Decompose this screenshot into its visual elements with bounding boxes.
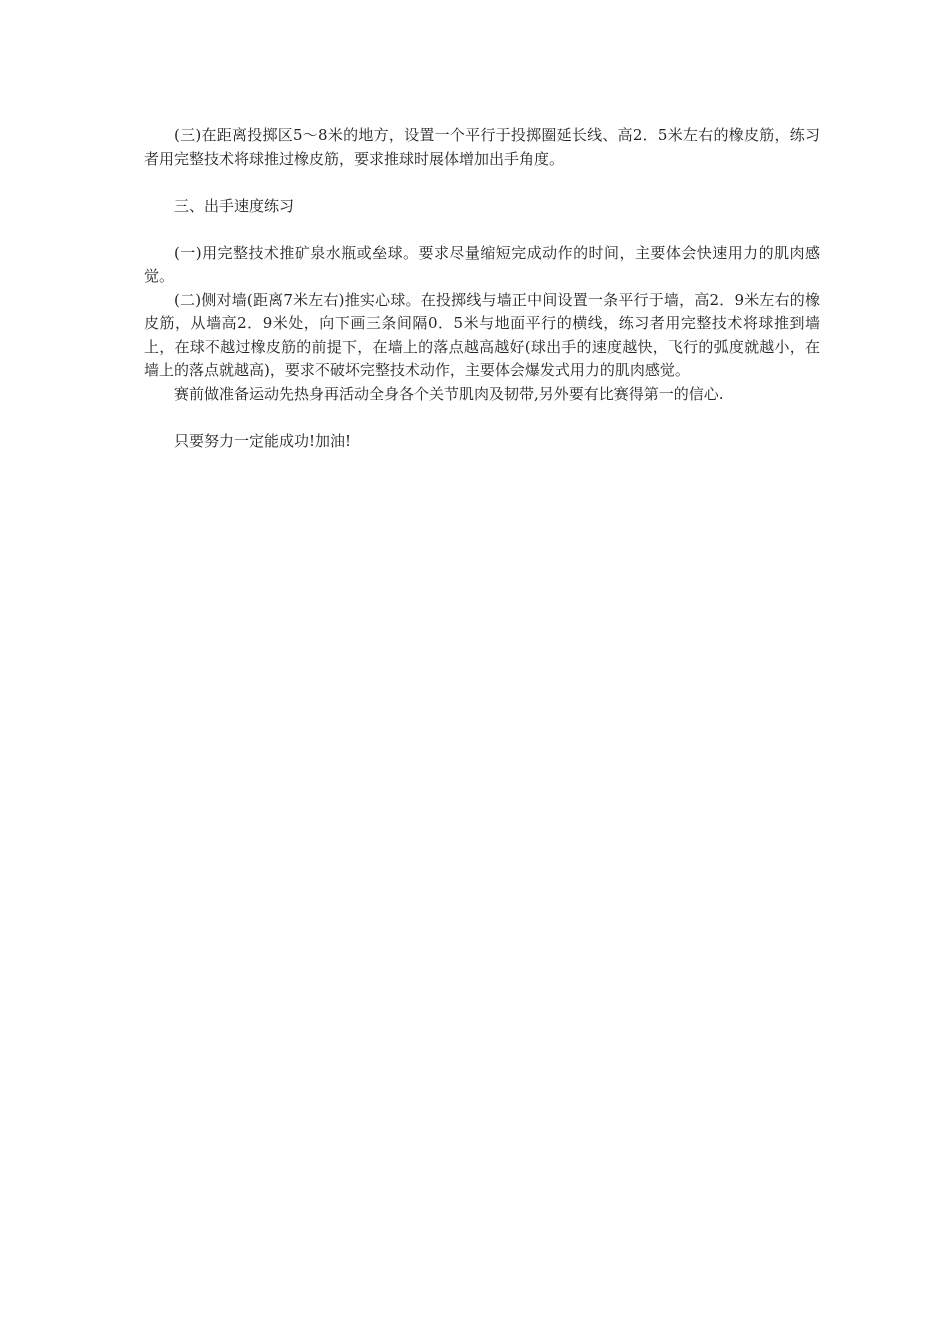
section-heading-release-speed: 三、出手速度练习 xyxy=(174,196,295,215)
paragraph-practice-two: (二)侧对墙(距离7米左右)推实心球。在投掷线与墙正中间设置一条平行于墙，高2．9米左右的橡皮筋，从墙高2．9米处，向下画三条间隔0．5米与地面平行的横线，练习者用完整技术将球推到墙上，在球不越过橡皮筋的前提下，在墙上的落点越高越好(球出手的速度越快，飞行的弧度就越小，在墙上的落点就越高)，要求不破坏完整技术动作，主要体会爆发式用力的肌肉感觉。 xyxy=(144,290,820,379)
paragraph-practice-three: (三)在距离投掷区5～8米的地方，设置一个平行于投掷圈延长线、高2．5米左右的橡皮筋，练习者用完整技术将球推过橡皮筋，要求推球时展体增加出手角度。 xyxy=(144,126,820,168)
paragraph-spacer xyxy=(144,406,820,430)
paragraph-spacer xyxy=(144,171,820,195)
paragraph-warmup-advice: 赛前做准备运动先热身再活动全身各个关节肌肉及韧带,另外要有比赛得第一的信心. xyxy=(174,384,724,403)
paragraph-practice-one: (一)用完整技术推矿泉水瓶或垒球。要求尽量缩短完成动作的时间，主要体会快速用力的肌肉感觉。 xyxy=(144,243,820,285)
document-page xyxy=(144,124,820,453)
paragraph-spacer xyxy=(144,218,820,242)
paragraph-encouragement: 只要努力一定能成功!加油! xyxy=(174,431,352,450)
